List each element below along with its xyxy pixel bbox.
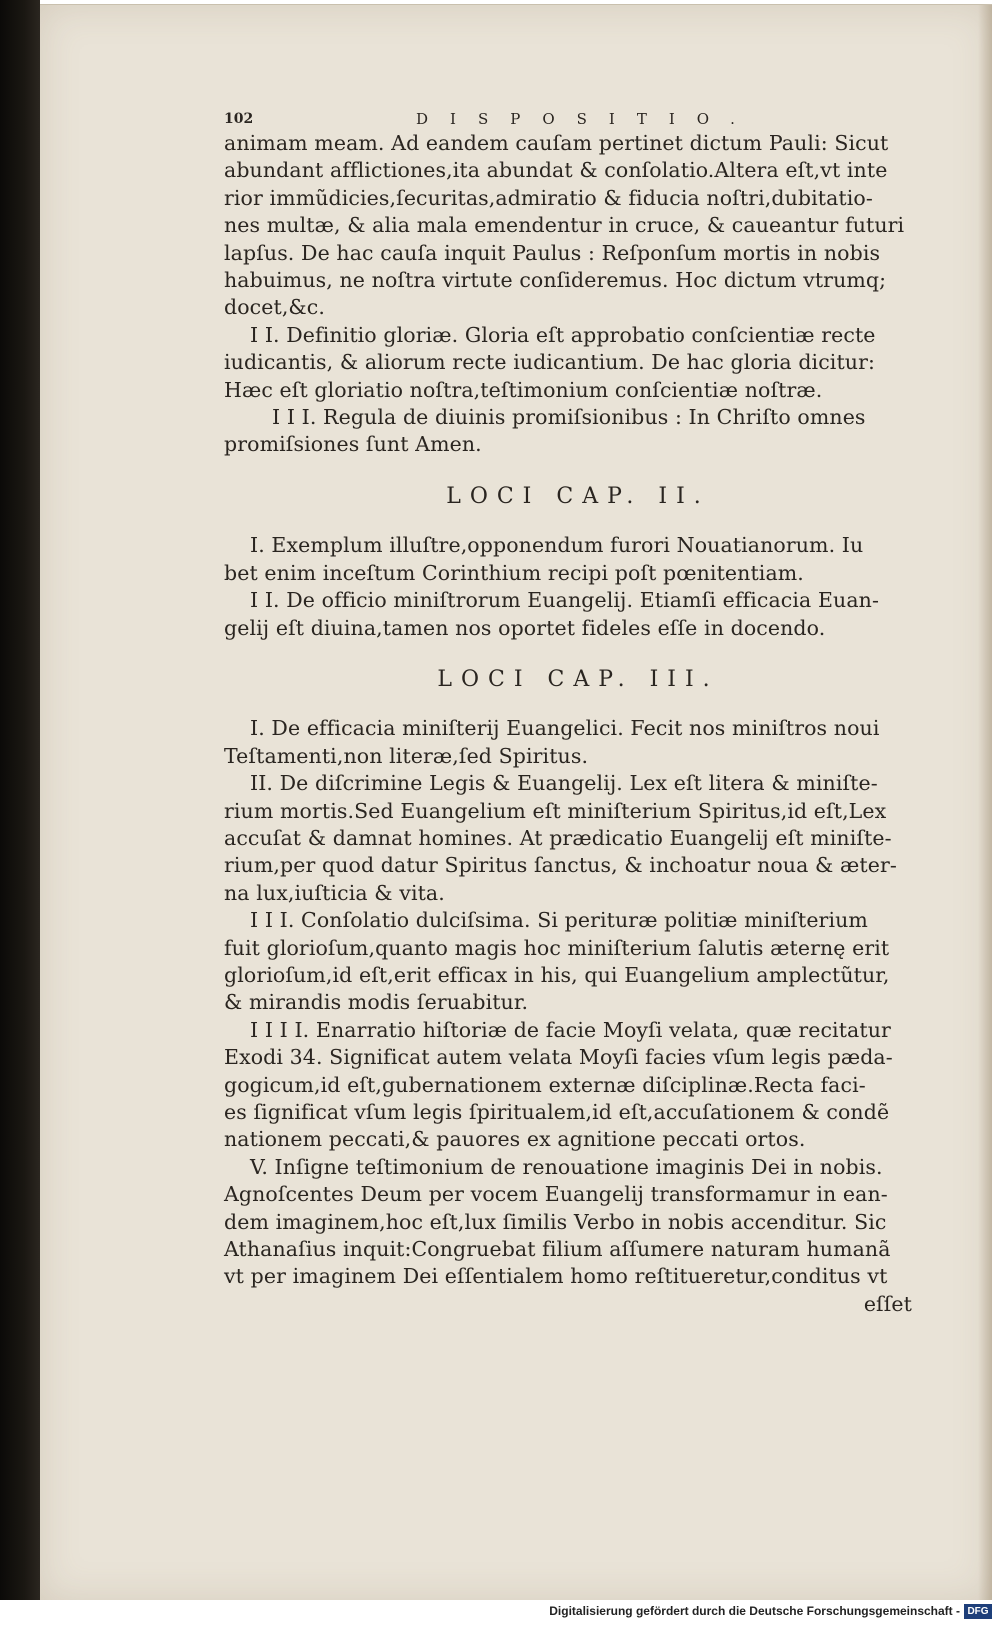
text-line: iudicantis, & aliorum recte iudicantium. De hac gloria dicitur: xyxy=(224,350,875,375)
page-text xyxy=(224,108,914,1318)
text-line: animam meam. Ad eandem cauſam pertinet dictum Pauli: Sicut xyxy=(224,131,889,155)
text-line: Hæc eſt gloriatio noſtra,teſtimonium conſcientiæ noſtræ. xyxy=(224,377,823,402)
text-line: habuimus, ne noſtra virtute conſideremus. Hoc dictum vtrumq; xyxy=(224,268,887,293)
text-line: I I. De officio miniſtrorum Euangelij. Etiamſi efficacia Euan- xyxy=(250,588,879,613)
running-head xyxy=(224,108,914,130)
text-line: fuit glorioſum,quanto magis hoc miniſterium ſalutis æternę erit xyxy=(224,935,890,960)
text-line: I I. Definitio gloriæ. Gloria eſt approbatio conſcientiæ recte xyxy=(250,322,876,347)
text-line: na lux,iuſticia & vita. xyxy=(224,880,445,905)
section-heading: LOCI CAP. III. xyxy=(437,666,719,692)
text-line: & mirandis modis ſeruabitur. xyxy=(224,990,529,1015)
text-line: I I I I. Enarratio hiſtoriæ de facie Moyſi velata, quæ recitatur xyxy=(250,1017,891,1042)
text-line: lapſus. De hac cauſa inquit Paulus : Reſponſum mortis in nobis xyxy=(224,240,881,265)
text-line: glorioſum,id eſt,erit efficax in his, qui Euangelium amplectũtur, xyxy=(224,962,890,987)
text-line: V. Inſigne teſtimonium de renouatione imaginis Dei in nobis. xyxy=(250,1154,883,1179)
text-line: vt per imaginem Dei eſſentialem homo reſtitueretur,conditus vt xyxy=(224,1264,888,1289)
catchword: eſſet xyxy=(863,1291,912,1316)
text-line: accuſat & damnat homines. At prædicatio Euangelij eſt miniſte- xyxy=(224,825,892,850)
text-line: Teſtamenti,non literæ,ſed Spiritus. xyxy=(224,743,589,768)
book-binding xyxy=(0,0,40,1600)
text-line: gelij eſt diuina,tamen nos oportet fideles eſſe in docendo. xyxy=(224,615,826,640)
page-number: 102 xyxy=(224,111,254,127)
text-line: I. Exemplum illuſtre,opponendum furori Nouatianorum. Iu xyxy=(250,533,864,558)
text-line: nes multæ, & alia mala emendentur in cruce, & caueantur futuri xyxy=(224,213,905,238)
text-line: bet enim inceſtum Corinthium recipi poſt pœnitentiam. xyxy=(224,560,804,585)
text-line: es ſignificat vſum legis ſpiritualem,id eſt,accuſationem & condẽ xyxy=(224,1100,890,1124)
text-line: docet,&c. xyxy=(224,295,325,320)
text-line: gogicum,id eſt,gubernationem externæ diſciplinæ.Recta faci- xyxy=(224,1072,866,1097)
text-line: dem imaginem,hoc eſt,lux ſimilis Verbo in nobis accenditur. Sic xyxy=(224,1209,887,1234)
text-line: rior immũdicies,ſecuritas,admiratio & fiducia noſtri,dubitatio- xyxy=(224,185,873,210)
text-line: II. De diſcrimine Legis & Euangelij. Lex eſt litera & miniſte- xyxy=(250,771,878,796)
text-line: Agnoſcentes Deum per vocem Euangelij transformamur in ean- xyxy=(224,1182,888,1207)
text-line: Exodi 34. Significat autem velata Moyſi facies vſum legis pæda- xyxy=(224,1045,893,1070)
text-line: abundant afflictiones,ita abundat & conſolatio.Altera eſt,vt inte xyxy=(224,158,888,183)
text-line: Athanaſius inquit:Congruebat filium aſſumere naturam humanã xyxy=(224,1237,891,1262)
text-line: rium,per quod datur Spiritus ſanctus, & inchoatur noua & æter- xyxy=(224,853,897,878)
text-line: promiſsiones ſunt Amen. xyxy=(224,432,482,457)
text-line: I I I. Conſolatio dulciſsima. Si perituræ politiæ miniſterium xyxy=(250,908,868,933)
funding-credit: Digitalisierung gefördert durch die Deutsche Forschungsgemeinschaft - xyxy=(549,1604,960,1618)
credit-bar xyxy=(0,1600,1000,1625)
text-line: I I I. Regula de diuinis promiſsionibus : In Chriſto omnes xyxy=(272,405,866,430)
page-edge xyxy=(978,5,992,1601)
dfg-logo-icon: DFG xyxy=(964,1604,992,1619)
text-line: rium mortis.Sed Euangelium eſt miniſterium Spiritus,id eſt,Lex xyxy=(224,798,887,823)
text-line: I. De efficacia miniſterij Euangelici. Fecit nos miniſtros noui xyxy=(250,716,880,741)
text-line: nationem peccati,& pauores ex agnitione peccati ortos. xyxy=(224,1127,806,1152)
running-title: DISPOSITIO. xyxy=(416,110,757,128)
section-heading: LOCI CAP. II. xyxy=(446,483,710,509)
